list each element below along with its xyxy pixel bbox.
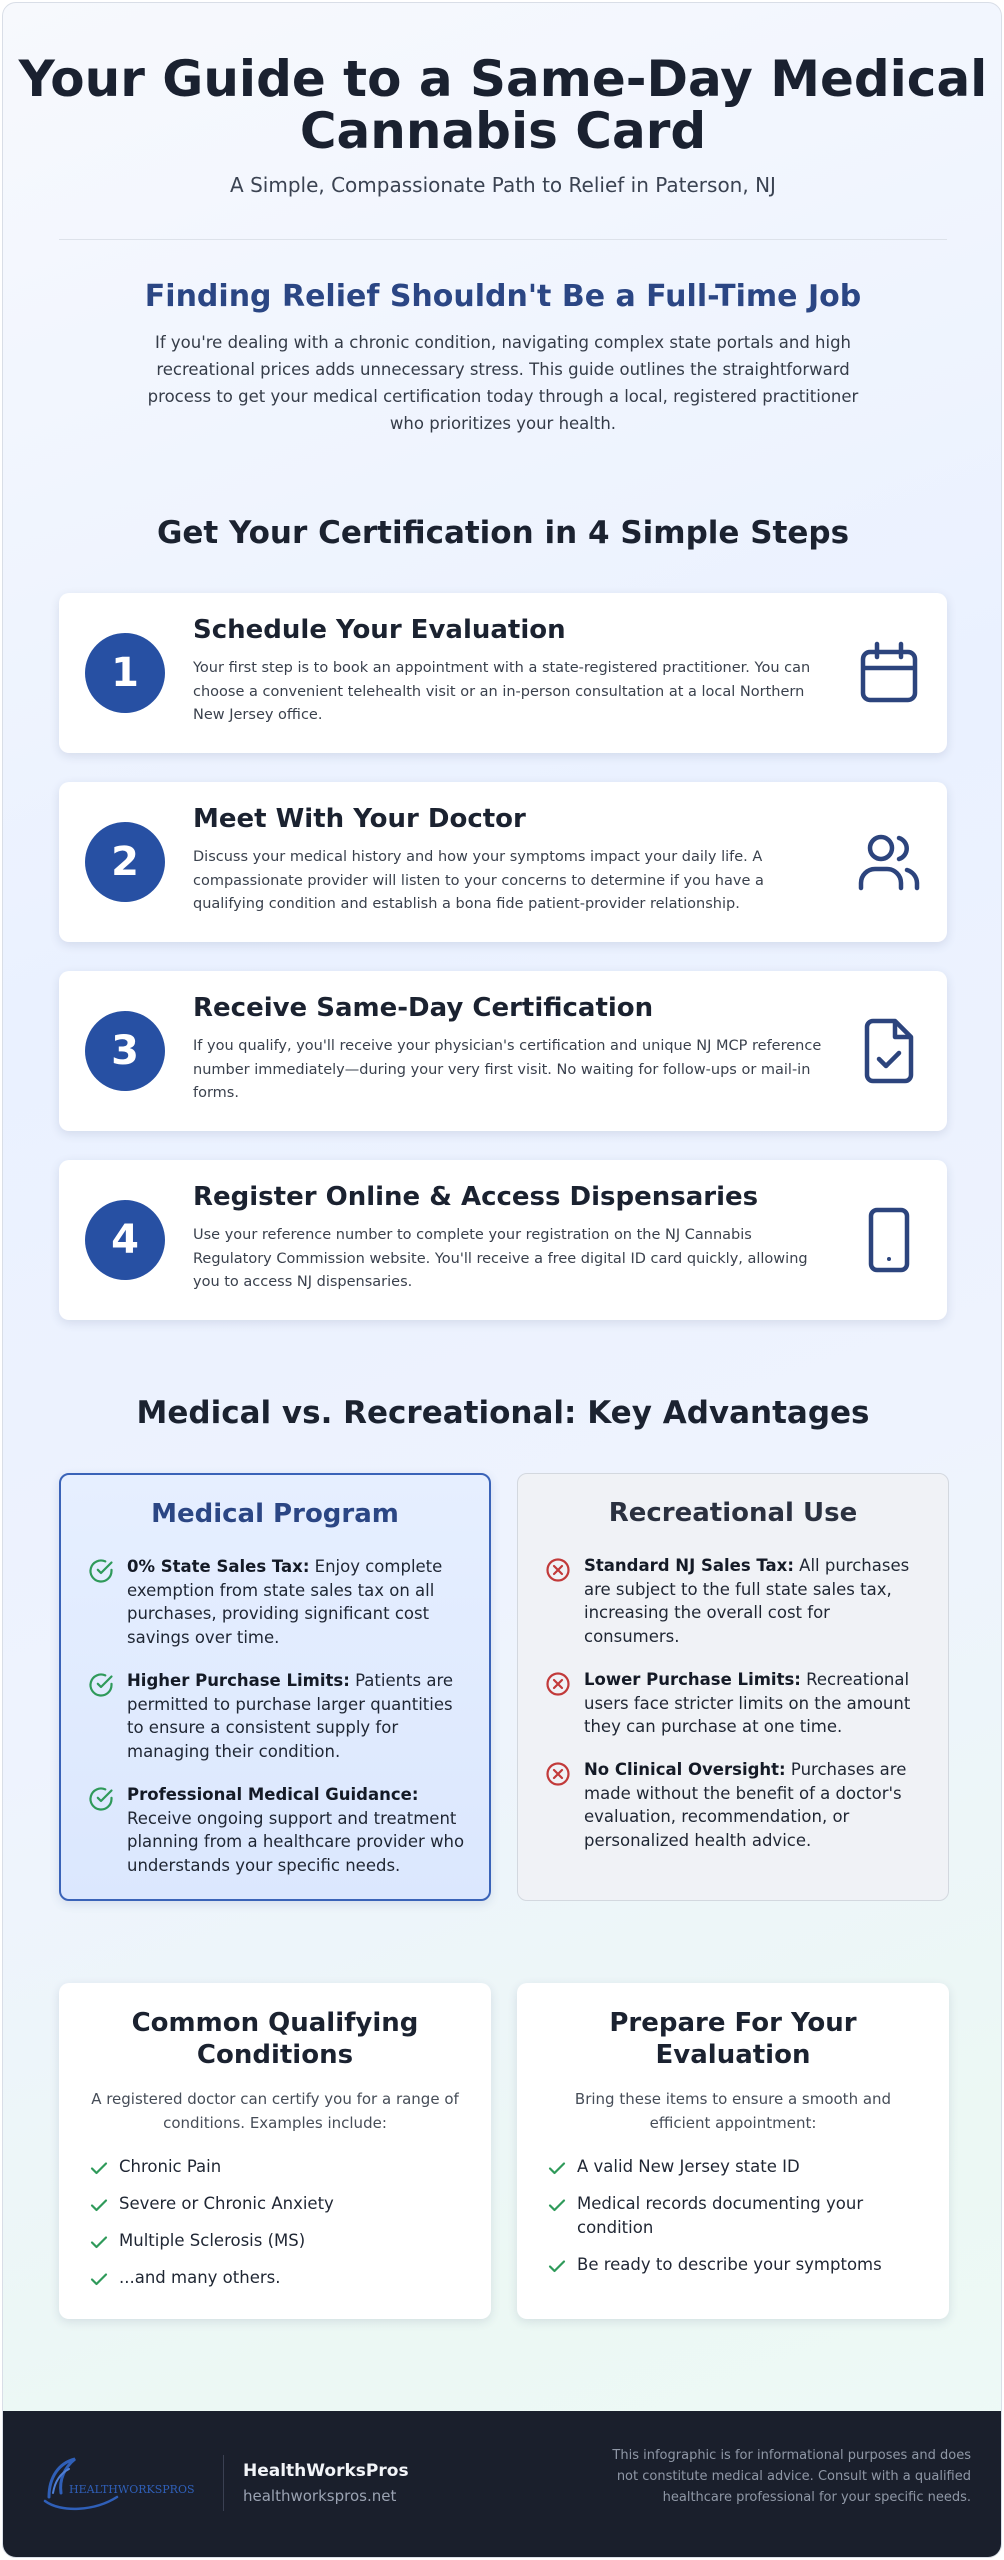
healthworkspros-logo: [43, 2453, 211, 2513]
smartphone-icon: [853, 1204, 925, 1276]
check-circle-icon: [87, 1557, 115, 1585]
comparison-title: Medical vs. Recreational: Key Advantages: [136, 1395, 870, 1431]
step-text: Your first step is to book an appointment with a state-registered practitioner. You can choose a convenient telehealth visit or an in-person consultation at a local Northern New Jersey office.: [193, 660, 811, 723]
step-card-3: [59, 971, 947, 1131]
footer: [3, 2411, 1002, 2558]
check-icon: [547, 2256, 567, 2276]
page-title: Your Guide to a Same-Day Medical Cannabis Card: [18, 50, 988, 160]
check-icon: [547, 2195, 567, 2215]
conditions-title: Common Qualifying Conditions: [131, 2008, 419, 2070]
step-title: Meet With Your Doctor: [193, 804, 526, 834]
prepare-intro: Bring these items to ensure a smooth and efficient appointment:: [574, 2090, 892, 2132]
qualifying-conditions-card: Common Qualifying Conditions A registered doctor can certify you for a range of conditions. Examples include: Chronic Pain Severe or Chronic Anxiety Multiple Sclerosis (MS) ...and many others.: [59, 1983, 491, 2319]
check-circle-icon: [87, 1671, 115, 1699]
calendar-icon: [853, 637, 925, 709]
check-icon: [89, 2232, 109, 2252]
footer-disclaimer: This infographic is for informational purposes and does not constitute medical advice. Consult with a qualified healthcare professional for your specific needs.: [612, 2448, 971, 2505]
check-icon: [547, 2158, 567, 2178]
check-icon: [89, 2158, 109, 2178]
step-title: Receive Same-Day Certification: [193, 993, 654, 1023]
svg-text:HEALTHWORKSPROS: HEALTHWORKSPROS: [69, 2483, 195, 2496]
conditions-intro: A registered doctor can certify you for a range of conditions. Examples include:: [91, 2090, 459, 2132]
document-check-icon: [853, 1015, 925, 1087]
step-title: Schedule Your Evaluation: [193, 615, 566, 645]
step-text: If you qualify, you'll receive your physician's certification and unique NJ MCP reference number immediately—during your very first visit. No waiting for follow-ups or mail-in forms.: [193, 1038, 822, 1101]
intro-title: Finding Relief Shouldn't Be a Full-Time Job: [144, 279, 862, 314]
step-card-4: [59, 1160, 947, 1320]
footer-brand-name: HealthWorksPros: [243, 2461, 409, 2481]
footer-separator: [223, 2455, 224, 2511]
divider: [59, 239, 947, 240]
step-text: Use your reference number to complete your registration on the NJ Cannabis Regulatory Commission website. You'll receive a free digital ID card quickly, allowing you to access NJ dispensaries.: [193, 1227, 808, 1290]
check-icon: [89, 2269, 109, 2289]
x-circle-icon: [544, 1556, 572, 1584]
step-card-1: [59, 593, 947, 753]
steps-title: Get Your Certification in 4 Simple Steps: [156, 515, 850, 551]
page-subtitle: A Simple, Compassionate Path to Relief in Paterson, NJ: [230, 173, 776, 197]
step-number: 3: [85, 1011, 165, 1091]
check-icon: [89, 2195, 109, 2215]
step-number: 2: [85, 822, 165, 902]
step-text: Discuss your medical history and how your symptoms impact your daily life. A compassionate provider will listen to your concerns to determine if you have a qualifying condition and establish a bona fide patient-provider relationship.: [193, 849, 764, 912]
x-circle-icon: [544, 1760, 572, 1788]
step-card-2: [59, 782, 947, 942]
recreational-use-card: Recreational Use Standard NJ Sales Tax: All purchases are subject to the full state sales tax, increasing the overall cost for consumers. Lower Purchase Limits: Recreational users face stricter limits on the amount they can purchase at one time. No Clinical Oversight: Purchases are made without the benefit of a doctor's evaluation, recommendation, or personalized health advice.: [517, 1473, 949, 1901]
step-number: 4: [85, 1200, 165, 1280]
recreational-use-title: Recreational Use: [608, 1498, 858, 1528]
check-circle-icon: [87, 1785, 115, 1813]
step-title: Register Online & Access Dispensaries: [193, 1182, 759, 1212]
intro-text: If you're dealing with a chronic condition, navigating complex state portals and high recreational prices adds unnecessary stress. This guide outlines the straightforward process to get your medical certification today through a local, registered practitioner who prioritizes your health.: [147, 333, 859, 433]
prepare-title: Prepare For Your Evaluation: [609, 2008, 857, 2070]
step-number: 1: [85, 633, 165, 713]
medical-program-card: Medical Program 0% State Sales Tax: Enjoy complete exemption from state sales tax on all purchases, providing significant cost savings over time. Higher Purchase Limits: Patients are permitted to purchase larger quantities to ensure a consistent supply for managing their condition. Professional Medical Guidance: Receive ongoing support and treatment planning from a healthcare provider who understands your specific needs.: [59, 1473, 491, 1901]
users-icon: [853, 826, 925, 898]
medical-program-title: Medical Program: [151, 1499, 399, 1529]
footer-url[interactable]: healthworkspros.net: [243, 2487, 397, 2505]
infographic: [2, 2, 1002, 2558]
x-circle-icon: [544, 1670, 572, 1698]
prepare-evaluation-card: Prepare For Your Evaluation Bring these items to ensure a smooth and efficient appointment: A valid New Jersey state ID Medical records documenting your condition Be ready to describe your symptoms: [517, 1983, 949, 2319]
